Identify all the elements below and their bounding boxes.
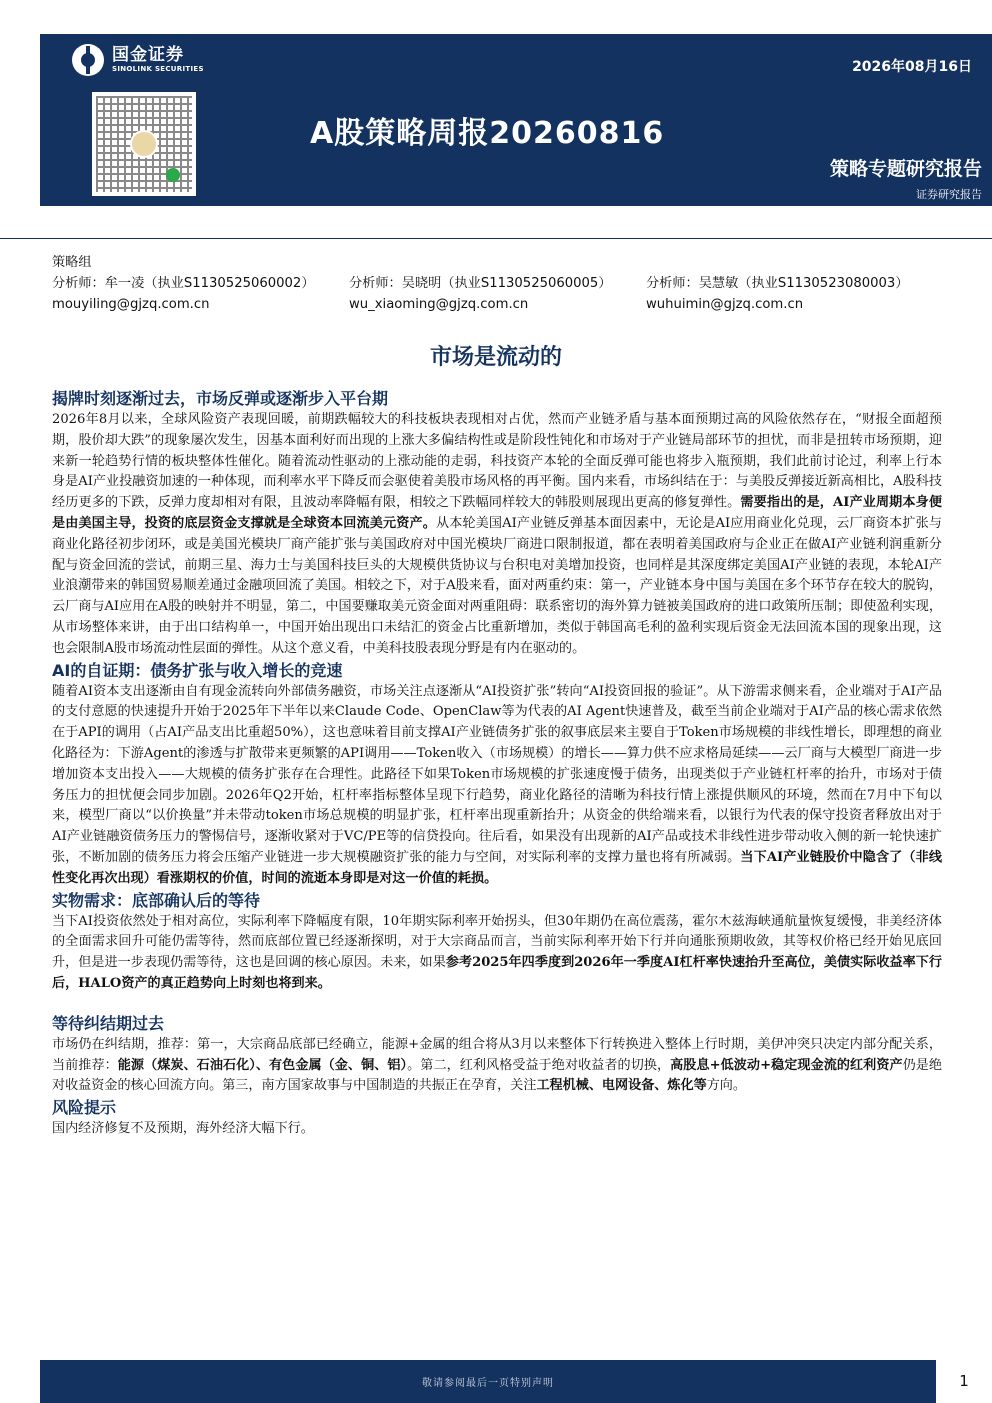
disclaimer-notice[interactable]: 敬请参阅最后一页特别声明	[422, 1378, 554, 1389]
analyst-2	[349, 273, 646, 315]
report-body	[52, 388, 942, 1140]
page-number: 1	[959, 1372, 969, 1390]
report-title: A股策略周报20260816	[310, 116, 665, 151]
qr-code-icon	[92, 92, 196, 196]
header-divider	[0, 238, 992, 239]
report-date: 2026年08月16日	[852, 59, 972, 75]
brand-name-en: SINOLINK SECURITIES	[112, 65, 204, 73]
brand-name-cn: 国金证券	[112, 45, 184, 65]
analyst-line: 分析师：吴晓明（执业S1130525060005）	[349, 276, 612, 291]
section-paragraph: 市场仍在纠结期，推荐：第一，大宗商品底部已经确立，能源+金属的组合将从3月以来整体下行转换进入整体上行时期，美伊冲突只决定内部分配关系，当前推荐：能源（煤炭、石油石化）、有色金属（金、铜、铝）。第二，红利风格受益于绝对收益者的切换，高股息+低波动+稳定现金流的红利资产仍是绝对收益资金的核心回流方向。第三，南方国家故事与中国制造的共振正在孕育，关注工程机械、电网设备、炼化等方向。	[52, 1036, 943, 1094]
analyst-email[interactable]: mouyiling@gjzq.com.cn	[52, 297, 210, 312]
report-header-band	[40, 34, 992, 206]
section-heading: 等待纠结期过去	[52, 1013, 165, 1033]
analyst-email[interactable]: wu_xiaoming@gjzq.com.cn	[349, 297, 529, 312]
analyst-3	[646, 273, 943, 315]
section-heading: 揭牌时刻逐渐过去，市场反弹或逐渐步入平台期	[52, 389, 389, 408]
document-title: 市场是流动的	[429, 345, 562, 370]
analyst-email[interactable]: wuhuimin@gjzq.com.cn	[646, 297, 804, 312]
section-paragraph: 国内经济修复不及预期，海外经济大幅下行。	[52, 1121, 314, 1137]
team-name: 策略组	[52, 255, 92, 270]
report-subtype: 证券研究报告	[916, 188, 982, 201]
section-paragraph: 当下AI投资依然处于相对高位，实际利率下降幅度有限，10年期实际利率开始拐头，但30年期仍在高位震荡，霍尔木兹海峡通航量恢复缓慢，非美经济体的全面需求回升可能仍需等待，然而底部位置已经逐渐探明，对于大宗商品而言，当前实际利率开始下行并向通胀预期收敛，其等权价格已经开始见底回升，但是进一步表现仍需等待，这也是回调的核心原因。未来，如果参考2025年四季度到2026年一季度AI杠杆率快速抬升至高位，美债实际收益率下行后，HALO资产的真正趋势向上时刻也将到来。	[52, 913, 943, 991]
section-heading: 风险提示	[52, 1098, 117, 1118]
analyst-line: 分析师：吴慧敏（执业S1130523080003）	[646, 276, 909, 291]
sinolink-logo-icon	[72, 44, 104, 76]
report-type: 策略专题研究报告	[829, 158, 982, 180]
footer-band	[40, 1360, 936, 1403]
analyst-line: 分析师：牟一凌（执业S1130525060002）	[52, 276, 315, 291]
analyst-1	[52, 273, 349, 315]
section-paragraph: 2026年8月以来，全球风险资产表现回暖，前期跌幅较大的科技板块表现相对占优，然而产业链矛盾与基本面预期过高的风险依然存在，“财报全面超预期，股价却大跌”的现象屡次发生，因基本面利好而出现的上涨大多偏结构性或是阶段性钝化和市场对于产业链局部环节的担忧，而非是扭转市场预期，迎来新一轮趋势行情的板块整体性催化。随着流动性驱动的上涨动能的走弱，科技资产本轮的全面反弹可能也将步入瓶预期，我们此前讨论过，利率上行本身是AI产业投融资加速的一种体现，而利率水平下降反而会驱使着美股市场风格的再平衡。国内来看，市场纠结在于：与美股反弹接近新高相比，A股科技经历更多的下跌，反弹力度却相对有限，且波动率降幅有限，相较之下跌幅同样较大的韩股则展现出更高的修复弹性。需要指出的是，AI产业周期本身便是由美国主导，投资的底层资金支撑就是全球资本回流美元资产。从本轮美国AI产业链反弹基本面因素中，无论是AI应用商业化兑现，云厂商资本扩张与商业化路径初步闭环，或是美国光模块厂商产能扩张与美国政府对中国光模块厂商进口限制报道，都在表明着美国政府与企业正在做AI产业链利润重新分配与资金回流的尝试，前期三星、海力士与美国科技巨头的大规模供货协议与台积电对美增加投资，也同样是其深度绑定美国AI产业链的表现，本轮AI产业浪潮带来的韩国贸易顺差通过金融项回流了美国。相较之下，对于A股来看，面对两重约束：第一，产业链本身中国与美国在多个环节存在较大的脱钩，云厂商与AI应用在A股的映射并不明显，第二，中国要赚取美元资金面对两重阻碍：联系密切的海外算力链被美国政府的进口政策所压制；即使盈利实现，从市场整体来讲，由于出口结构单一，中国开始出现出口未结汇的资金占比重新增加，类似于韩国高毛利的盈利实现后资金无法回流本国的现象出现，这也会限制A股市场流动性层面的弹性。从这个意义看，中美科技股表现分野是有内在驱动的。	[52, 412, 942, 656]
section-paragraph: 随着AI资本支出逐渐由自有现金流转向外部债务融资，市场关注点逐渐从“AI投资扩张”转向“AI投资回报的验证”。从下游需求侧来看，企业端对于AI产品的支付意愿的快速提升开始于2025年下半年以来Claude Code、OpenClaw等为代表的AI Agent快速普及，截至当前企业端对于AI产品的核心需求依然在于API的调用（占AI产品支出比重超50%），这也意味着目前支撑AI产业链债务扩张的叙事底层来主要自于Token市场规模的非线性增长，即理想的商业化路径为：下游Agent的渗透与扩散带来更频繁的API调用——Token收入（市场规模）的增长——算力供不应求格局延续——云厂商与大模型厂商进一步增加资本支出投入——大规模的债务扩张存在合理性。此路径下如果Token市场规模的扩张速度慢于债务，出现类似于产业链杠杆率的抬升，市场对于债务压力的担忧便会同步加剧。2026年Q2开始，杠杆率指标整体呈现下行趋势，商业化路径的清晰为科技行情上涨提供顺风的环境，然而在7月中下旬以来，模型厂商以“以价换量”并未带动token市场总规模的明显扩张，杠杆率出现重新抬升；从资金的供给端来看，以银行为代表的保守投资者释放出对于AI产业链融资债务压力的警惕信号，逐渐收紧对于VC/PE等的信贷投向。往后看，如果没有出现新的AI产品或技术非线性进步带动收入侧的新一轮快速扩张，不断加剧的债务压力将会压缩产业链进一步大规模融资扩张的能力与空间，对实际利率的支撑力量也将有所减弱。当下AI产业链股价中隐含了（非线性变化再次出现）看涨期权的价值，时间的流逝本身即是对这一价值的耗损。	[52, 683, 942, 886]
brand-logo	[72, 44, 204, 76]
analyst-block	[52, 252, 952, 315]
section-heading: 实物需求：底部确认后的等待	[52, 890, 261, 910]
section-heading: AI的自证期：债务扩张与收入增长的竞速	[52, 660, 343, 680]
